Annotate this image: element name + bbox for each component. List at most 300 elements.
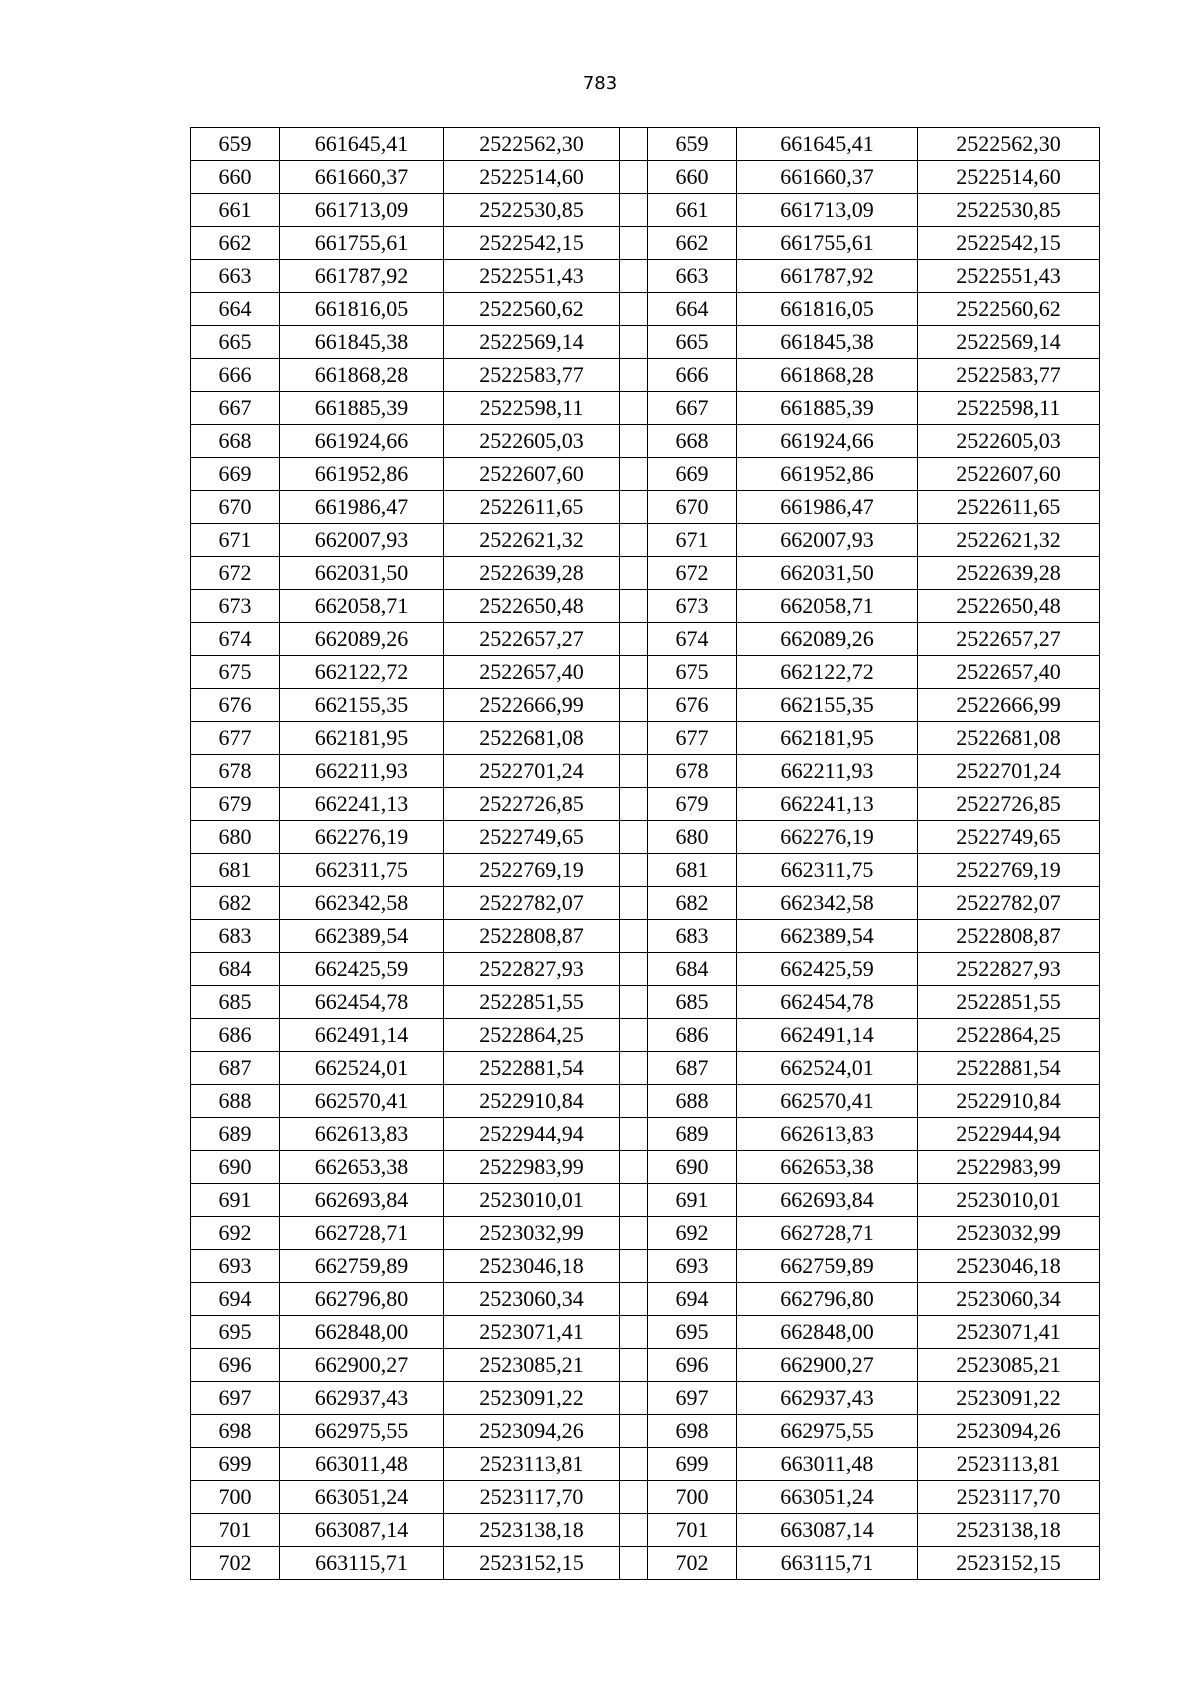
left-x-cell: 662728,71	[280, 1217, 444, 1250]
blank-separator-cell	[620, 458, 648, 491]
blank-separator-cell	[620, 788, 648, 821]
right-point-number-cell: 659	[648, 128, 737, 161]
right-y-cell: 2522681,08	[918, 722, 1100, 755]
blank-separator-cell	[620, 128, 648, 161]
left-point-number-cell: 701	[191, 1514, 280, 1547]
left-y-cell: 2523094,26	[444, 1415, 620, 1448]
table-row	[191, 1019, 1100, 1052]
right-y-cell: 2523085,21	[918, 1349, 1100, 1382]
right-x-cell: 662524,01	[737, 1052, 918, 1085]
left-y-cell: 2522611,65	[444, 491, 620, 524]
right-point-number-cell: 661	[648, 194, 737, 227]
blank-separator-cell	[620, 821, 648, 854]
left-y-cell: 2522769,19	[444, 854, 620, 887]
left-x-cell: 662211,93	[280, 755, 444, 788]
right-y-cell: 2522864,25	[918, 1019, 1100, 1052]
right-y-cell: 2523010,01	[918, 1184, 1100, 1217]
left-x-cell: 662031,50	[280, 557, 444, 590]
left-y-cell: 2522681,08	[444, 722, 620, 755]
right-y-cell: 2523046,18	[918, 1250, 1100, 1283]
right-point-number-cell: 695	[648, 1316, 737, 1349]
right-y-cell: 2523094,26	[918, 1415, 1100, 1448]
blank-separator-cell	[620, 557, 648, 590]
right-x-cell: 662241,13	[737, 788, 918, 821]
blank-separator-cell	[620, 623, 648, 656]
right-x-cell: 661755,61	[737, 227, 918, 260]
left-y-cell: 2523091,22	[444, 1382, 620, 1415]
left-x-cell: 662089,26	[280, 623, 444, 656]
left-point-number-cell: 671	[191, 524, 280, 557]
blank-separator-cell	[620, 1151, 648, 1184]
right-y-cell: 2523138,18	[918, 1514, 1100, 1547]
left-point-number-cell: 662	[191, 227, 280, 260]
right-point-number-cell: 699	[648, 1448, 737, 1481]
right-y-cell: 2523060,34	[918, 1283, 1100, 1316]
right-point-number-cell: 672	[648, 557, 737, 590]
right-x-cell: 662848,00	[737, 1316, 918, 1349]
left-y-cell: 2523138,18	[444, 1514, 620, 1547]
right-y-cell: 2523152,15	[918, 1547, 1100, 1580]
table-row	[191, 656, 1100, 689]
blank-separator-cell	[620, 194, 648, 227]
blank-separator-cell	[620, 1019, 648, 1052]
left-x-cell: 661868,28	[280, 359, 444, 392]
left-x-cell: 662759,89	[280, 1250, 444, 1283]
right-y-cell: 2522782,07	[918, 887, 1100, 920]
left-point-number-cell: 691	[191, 1184, 280, 1217]
table-row	[191, 920, 1100, 953]
right-y-cell: 2522657,40	[918, 656, 1100, 689]
left-x-cell: 663051,24	[280, 1481, 444, 1514]
left-y-cell: 2522726,85	[444, 788, 620, 821]
table-row	[191, 1349, 1100, 1382]
blank-separator-cell	[620, 656, 648, 689]
blank-separator-cell	[620, 1052, 648, 1085]
left-point-number-cell: 697	[191, 1382, 280, 1415]
right-point-number-cell: 663	[648, 260, 737, 293]
left-point-number-cell: 686	[191, 1019, 280, 1052]
right-x-cell: 663051,24	[737, 1481, 918, 1514]
table-row	[191, 260, 1100, 293]
left-point-number-cell: 683	[191, 920, 280, 953]
table-row	[191, 425, 1100, 458]
table-row	[191, 887, 1100, 920]
right-x-cell: 661645,41	[737, 128, 918, 161]
right-point-number-cell: 680	[648, 821, 737, 854]
right-point-number-cell: 697	[648, 1382, 737, 1415]
right-x-cell: 662181,95	[737, 722, 918, 755]
right-x-cell: 661924,66	[737, 425, 918, 458]
blank-separator-cell	[620, 161, 648, 194]
table-row	[191, 1316, 1100, 1349]
blank-separator-cell	[620, 1316, 648, 1349]
left-point-number-cell: 696	[191, 1349, 280, 1382]
left-point-number-cell: 667	[191, 392, 280, 425]
right-point-number-cell: 665	[648, 326, 737, 359]
table-row	[191, 689, 1100, 722]
right-point-number-cell: 694	[648, 1283, 737, 1316]
left-x-cell: 661986,47	[280, 491, 444, 524]
left-y-cell: 2523113,81	[444, 1448, 620, 1481]
left-point-number-cell: 674	[191, 623, 280, 656]
left-y-cell: 2522983,99	[444, 1151, 620, 1184]
table-row	[191, 1184, 1100, 1217]
right-point-number-cell: 689	[648, 1118, 737, 1151]
left-point-number-cell: 663	[191, 260, 280, 293]
right-y-cell: 2522910,84	[918, 1085, 1100, 1118]
right-y-cell: 2522851,55	[918, 986, 1100, 1019]
left-point-number-cell: 692	[191, 1217, 280, 1250]
table-row	[191, 326, 1100, 359]
right-y-cell: 2522621,32	[918, 524, 1100, 557]
left-point-number-cell: 666	[191, 359, 280, 392]
left-x-cell: 663011,48	[280, 1448, 444, 1481]
table-row	[191, 1448, 1100, 1481]
table-row	[191, 1382, 1100, 1415]
table-row	[191, 458, 1100, 491]
right-x-cell: 661816,05	[737, 293, 918, 326]
table-row	[191, 161, 1100, 194]
blank-separator-cell	[620, 1349, 648, 1382]
left-y-cell: 2522639,28	[444, 557, 620, 590]
table-row	[191, 1514, 1100, 1547]
left-y-cell: 2522657,27	[444, 623, 620, 656]
blank-separator-cell	[620, 491, 648, 524]
left-point-number-cell: 695	[191, 1316, 280, 1349]
left-x-cell: 661645,41	[280, 128, 444, 161]
right-y-cell: 2522562,30	[918, 128, 1100, 161]
left-x-cell: 662975,55	[280, 1415, 444, 1448]
right-x-cell: 662570,41	[737, 1085, 918, 1118]
right-x-cell: 662389,54	[737, 920, 918, 953]
right-point-number-cell: 701	[648, 1514, 737, 1547]
left-point-number-cell: 659	[191, 128, 280, 161]
left-x-cell: 662693,84	[280, 1184, 444, 1217]
right-point-number-cell: 692	[648, 1217, 737, 1250]
left-x-cell: 662389,54	[280, 920, 444, 953]
table-row	[191, 194, 1100, 227]
blank-separator-cell	[620, 1283, 648, 1316]
right-y-cell: 2522514,60	[918, 161, 1100, 194]
right-y-cell: 2522583,77	[918, 359, 1100, 392]
left-x-cell: 662181,95	[280, 722, 444, 755]
right-x-cell: 662937,43	[737, 1382, 918, 1415]
left-point-number-cell: 698	[191, 1415, 280, 1448]
left-point-number-cell: 665	[191, 326, 280, 359]
right-point-number-cell: 696	[648, 1349, 737, 1382]
blank-separator-cell	[620, 1415, 648, 1448]
right-point-number-cell: 673	[648, 590, 737, 623]
left-point-number-cell: 679	[191, 788, 280, 821]
left-y-cell: 2522598,11	[444, 392, 620, 425]
left-x-cell: 661952,86	[280, 458, 444, 491]
right-x-cell: 662211,93	[737, 755, 918, 788]
right-point-number-cell: 700	[648, 1481, 737, 1514]
table-row	[191, 953, 1100, 986]
right-x-cell: 662900,27	[737, 1349, 918, 1382]
blank-separator-cell	[620, 689, 648, 722]
left-y-cell: 2523046,18	[444, 1250, 620, 1283]
left-y-cell: 2522583,77	[444, 359, 620, 392]
table-row	[191, 227, 1100, 260]
left-point-number-cell: 673	[191, 590, 280, 623]
left-x-cell: 662241,13	[280, 788, 444, 821]
left-x-cell: 662342,58	[280, 887, 444, 920]
left-x-cell: 662524,01	[280, 1052, 444, 1085]
right-point-number-cell: 683	[648, 920, 737, 953]
left-x-cell: 662570,41	[280, 1085, 444, 1118]
right-point-number-cell: 688	[648, 1085, 737, 1118]
blank-separator-cell	[620, 755, 648, 788]
table-row	[191, 557, 1100, 590]
left-x-cell: 662454,78	[280, 986, 444, 1019]
right-point-number-cell: 702	[648, 1547, 737, 1580]
right-y-cell: 2522650,48	[918, 590, 1100, 623]
right-y-cell: 2523113,81	[918, 1448, 1100, 1481]
right-point-number-cell: 677	[648, 722, 737, 755]
blank-separator-cell	[620, 326, 648, 359]
right-x-cell: 662454,78	[737, 986, 918, 1019]
page-number: 783	[582, 73, 618, 94]
right-point-number-cell: 690	[648, 1151, 737, 1184]
left-point-number-cell: 661	[191, 194, 280, 227]
blank-separator-cell	[620, 227, 648, 260]
right-point-number-cell: 666	[648, 359, 737, 392]
blank-separator-cell	[620, 1547, 648, 1580]
blank-separator-cell	[620, 590, 648, 623]
right-x-cell: 663087,14	[737, 1514, 918, 1547]
right-point-number-cell: 681	[648, 854, 737, 887]
right-x-cell: 662031,50	[737, 557, 918, 590]
blank-separator-cell	[620, 986, 648, 1019]
right-y-cell: 2522769,19	[918, 854, 1100, 887]
left-point-number-cell: 672	[191, 557, 280, 590]
right-y-cell: 2523071,41	[918, 1316, 1100, 1349]
left-y-cell: 2522910,84	[444, 1085, 620, 1118]
blank-separator-cell	[620, 1217, 648, 1250]
table-row	[191, 1481, 1100, 1514]
right-x-cell: 661952,86	[737, 458, 918, 491]
right-y-cell: 2522726,85	[918, 788, 1100, 821]
blank-separator-cell	[620, 425, 648, 458]
left-point-number-cell: 682	[191, 887, 280, 920]
left-y-cell: 2522749,65	[444, 821, 620, 854]
left-y-cell: 2522562,30	[444, 128, 620, 161]
right-y-cell: 2522808,87	[918, 920, 1100, 953]
blank-separator-cell	[620, 1382, 648, 1415]
table-row	[191, 293, 1100, 326]
right-y-cell: 2523117,70	[918, 1481, 1100, 1514]
right-x-cell: 662342,58	[737, 887, 918, 920]
left-point-number-cell: 681	[191, 854, 280, 887]
blank-separator-cell	[620, 887, 648, 920]
right-point-number-cell: 660	[648, 161, 737, 194]
left-point-number-cell: 678	[191, 755, 280, 788]
table-row	[191, 623, 1100, 656]
right-point-number-cell: 670	[648, 491, 737, 524]
table-row	[191, 524, 1100, 557]
table-row	[191, 128, 1100, 161]
right-point-number-cell: 698	[648, 1415, 737, 1448]
blank-separator-cell	[620, 359, 648, 392]
right-x-cell: 661986,47	[737, 491, 918, 524]
right-x-cell: 662089,26	[737, 623, 918, 656]
left-point-number-cell: 688	[191, 1085, 280, 1118]
left-point-number-cell: 660	[191, 161, 280, 194]
left-x-cell: 663115,71	[280, 1547, 444, 1580]
right-point-number-cell: 682	[648, 887, 737, 920]
left-point-number-cell: 699	[191, 1448, 280, 1481]
left-y-cell: 2522605,03	[444, 425, 620, 458]
left-x-cell: 662937,43	[280, 1382, 444, 1415]
blank-separator-cell	[620, 260, 648, 293]
blank-separator-cell	[620, 1448, 648, 1481]
right-point-number-cell: 664	[648, 293, 737, 326]
blank-separator-cell	[620, 1118, 648, 1151]
left-point-number-cell: 670	[191, 491, 280, 524]
table-row	[191, 854, 1100, 887]
blank-separator-cell	[620, 920, 648, 953]
right-x-cell: 661868,28	[737, 359, 918, 392]
left-x-cell: 662122,72	[280, 656, 444, 689]
right-y-cell: 2522607,60	[918, 458, 1100, 491]
table-row	[191, 1118, 1100, 1151]
right-x-cell: 662975,55	[737, 1415, 918, 1448]
left-point-number-cell: 677	[191, 722, 280, 755]
left-point-number-cell: 702	[191, 1547, 280, 1580]
left-y-cell: 2523152,15	[444, 1547, 620, 1580]
table-row	[191, 1217, 1100, 1250]
right-point-number-cell: 678	[648, 755, 737, 788]
right-y-cell: 2522657,27	[918, 623, 1100, 656]
right-y-cell: 2522944,94	[918, 1118, 1100, 1151]
left-x-cell: 662007,93	[280, 524, 444, 557]
right-point-number-cell: 691	[648, 1184, 737, 1217]
right-x-cell: 662007,93	[737, 524, 918, 557]
left-x-cell: 663087,14	[280, 1514, 444, 1547]
right-y-cell: 2522530,85	[918, 194, 1100, 227]
coordinates-table-body	[191, 128, 1100, 1580]
right-y-cell: 2522611,65	[918, 491, 1100, 524]
left-y-cell: 2522551,43	[444, 260, 620, 293]
table-row	[191, 1052, 1100, 1085]
right-x-cell: 662311,75	[737, 854, 918, 887]
left-y-cell: 2523117,70	[444, 1481, 620, 1514]
right-x-cell: 662728,71	[737, 1217, 918, 1250]
right-y-cell: 2522542,15	[918, 227, 1100, 260]
right-x-cell: 662653,38	[737, 1151, 918, 1184]
right-point-number-cell: 662	[648, 227, 737, 260]
table-row	[191, 821, 1100, 854]
right-y-cell: 2522749,65	[918, 821, 1100, 854]
right-y-cell: 2522598,11	[918, 392, 1100, 425]
left-point-number-cell: 675	[191, 656, 280, 689]
right-x-cell: 662276,19	[737, 821, 918, 854]
left-point-number-cell: 685	[191, 986, 280, 1019]
right-x-cell: 661713,09	[737, 194, 918, 227]
left-point-number-cell: 693	[191, 1250, 280, 1283]
coordinates-table	[190, 127, 1100, 1580]
blank-separator-cell	[620, 392, 648, 425]
blank-separator-cell	[620, 1085, 648, 1118]
left-x-cell: 661924,66	[280, 425, 444, 458]
blank-separator-cell	[620, 953, 648, 986]
table-row	[191, 590, 1100, 623]
right-point-number-cell: 667	[648, 392, 737, 425]
blank-separator-cell	[620, 854, 648, 887]
left-x-cell: 662491,14	[280, 1019, 444, 1052]
blank-separator-cell	[620, 722, 648, 755]
table-row	[191, 1547, 1100, 1580]
right-point-number-cell: 668	[648, 425, 737, 458]
blank-separator-cell	[620, 293, 648, 326]
right-x-cell: 662155,35	[737, 689, 918, 722]
left-y-cell: 2522621,32	[444, 524, 620, 557]
right-point-number-cell: 687	[648, 1052, 737, 1085]
right-x-cell: 661885,39	[737, 392, 918, 425]
right-x-cell: 662759,89	[737, 1250, 918, 1283]
right-y-cell: 2522701,24	[918, 755, 1100, 788]
left-y-cell: 2523010,01	[444, 1184, 620, 1217]
right-point-number-cell: 685	[648, 986, 737, 1019]
right-x-cell: 662122,72	[737, 656, 918, 689]
right-point-number-cell: 693	[648, 1250, 737, 1283]
left-y-cell: 2523032,99	[444, 1217, 620, 1250]
table-row	[191, 1250, 1100, 1283]
left-point-number-cell: 690	[191, 1151, 280, 1184]
table-row	[191, 392, 1100, 425]
right-x-cell: 662693,84	[737, 1184, 918, 1217]
left-x-cell: 662276,19	[280, 821, 444, 854]
blank-separator-cell	[620, 524, 648, 557]
left-x-cell: 662653,38	[280, 1151, 444, 1184]
left-x-cell: 661713,09	[280, 194, 444, 227]
left-y-cell: 2522808,87	[444, 920, 620, 953]
left-y-cell: 2522701,24	[444, 755, 620, 788]
left-y-cell: 2522881,54	[444, 1052, 620, 1085]
left-y-cell: 2522607,60	[444, 458, 620, 491]
right-point-number-cell: 674	[648, 623, 737, 656]
right-y-cell: 2522605,03	[918, 425, 1100, 458]
table-row	[191, 788, 1100, 821]
left-y-cell: 2522944,94	[444, 1118, 620, 1151]
left-y-cell: 2522864,25	[444, 1019, 620, 1052]
left-y-cell: 2522560,62	[444, 293, 620, 326]
left-x-cell: 661885,39	[280, 392, 444, 425]
right-point-number-cell: 675	[648, 656, 737, 689]
left-x-cell: 661755,61	[280, 227, 444, 260]
left-y-cell: 2522851,55	[444, 986, 620, 1019]
left-point-number-cell: 676	[191, 689, 280, 722]
right-y-cell: 2522551,43	[918, 260, 1100, 293]
right-x-cell: 661787,92	[737, 260, 918, 293]
right-point-number-cell: 669	[648, 458, 737, 491]
left-point-number-cell: 684	[191, 953, 280, 986]
left-x-cell: 662613,83	[280, 1118, 444, 1151]
left-y-cell: 2522827,93	[444, 953, 620, 986]
left-point-number-cell: 669	[191, 458, 280, 491]
left-y-cell: 2522569,14	[444, 326, 620, 359]
left-x-cell: 661816,05	[280, 293, 444, 326]
left-point-number-cell: 689	[191, 1118, 280, 1151]
table-row	[191, 1415, 1100, 1448]
table-row	[191, 722, 1100, 755]
right-y-cell: 2522666,99	[918, 689, 1100, 722]
left-x-cell: 662058,71	[280, 590, 444, 623]
blank-separator-cell	[620, 1250, 648, 1283]
table-row	[191, 1151, 1100, 1184]
table-row	[191, 359, 1100, 392]
